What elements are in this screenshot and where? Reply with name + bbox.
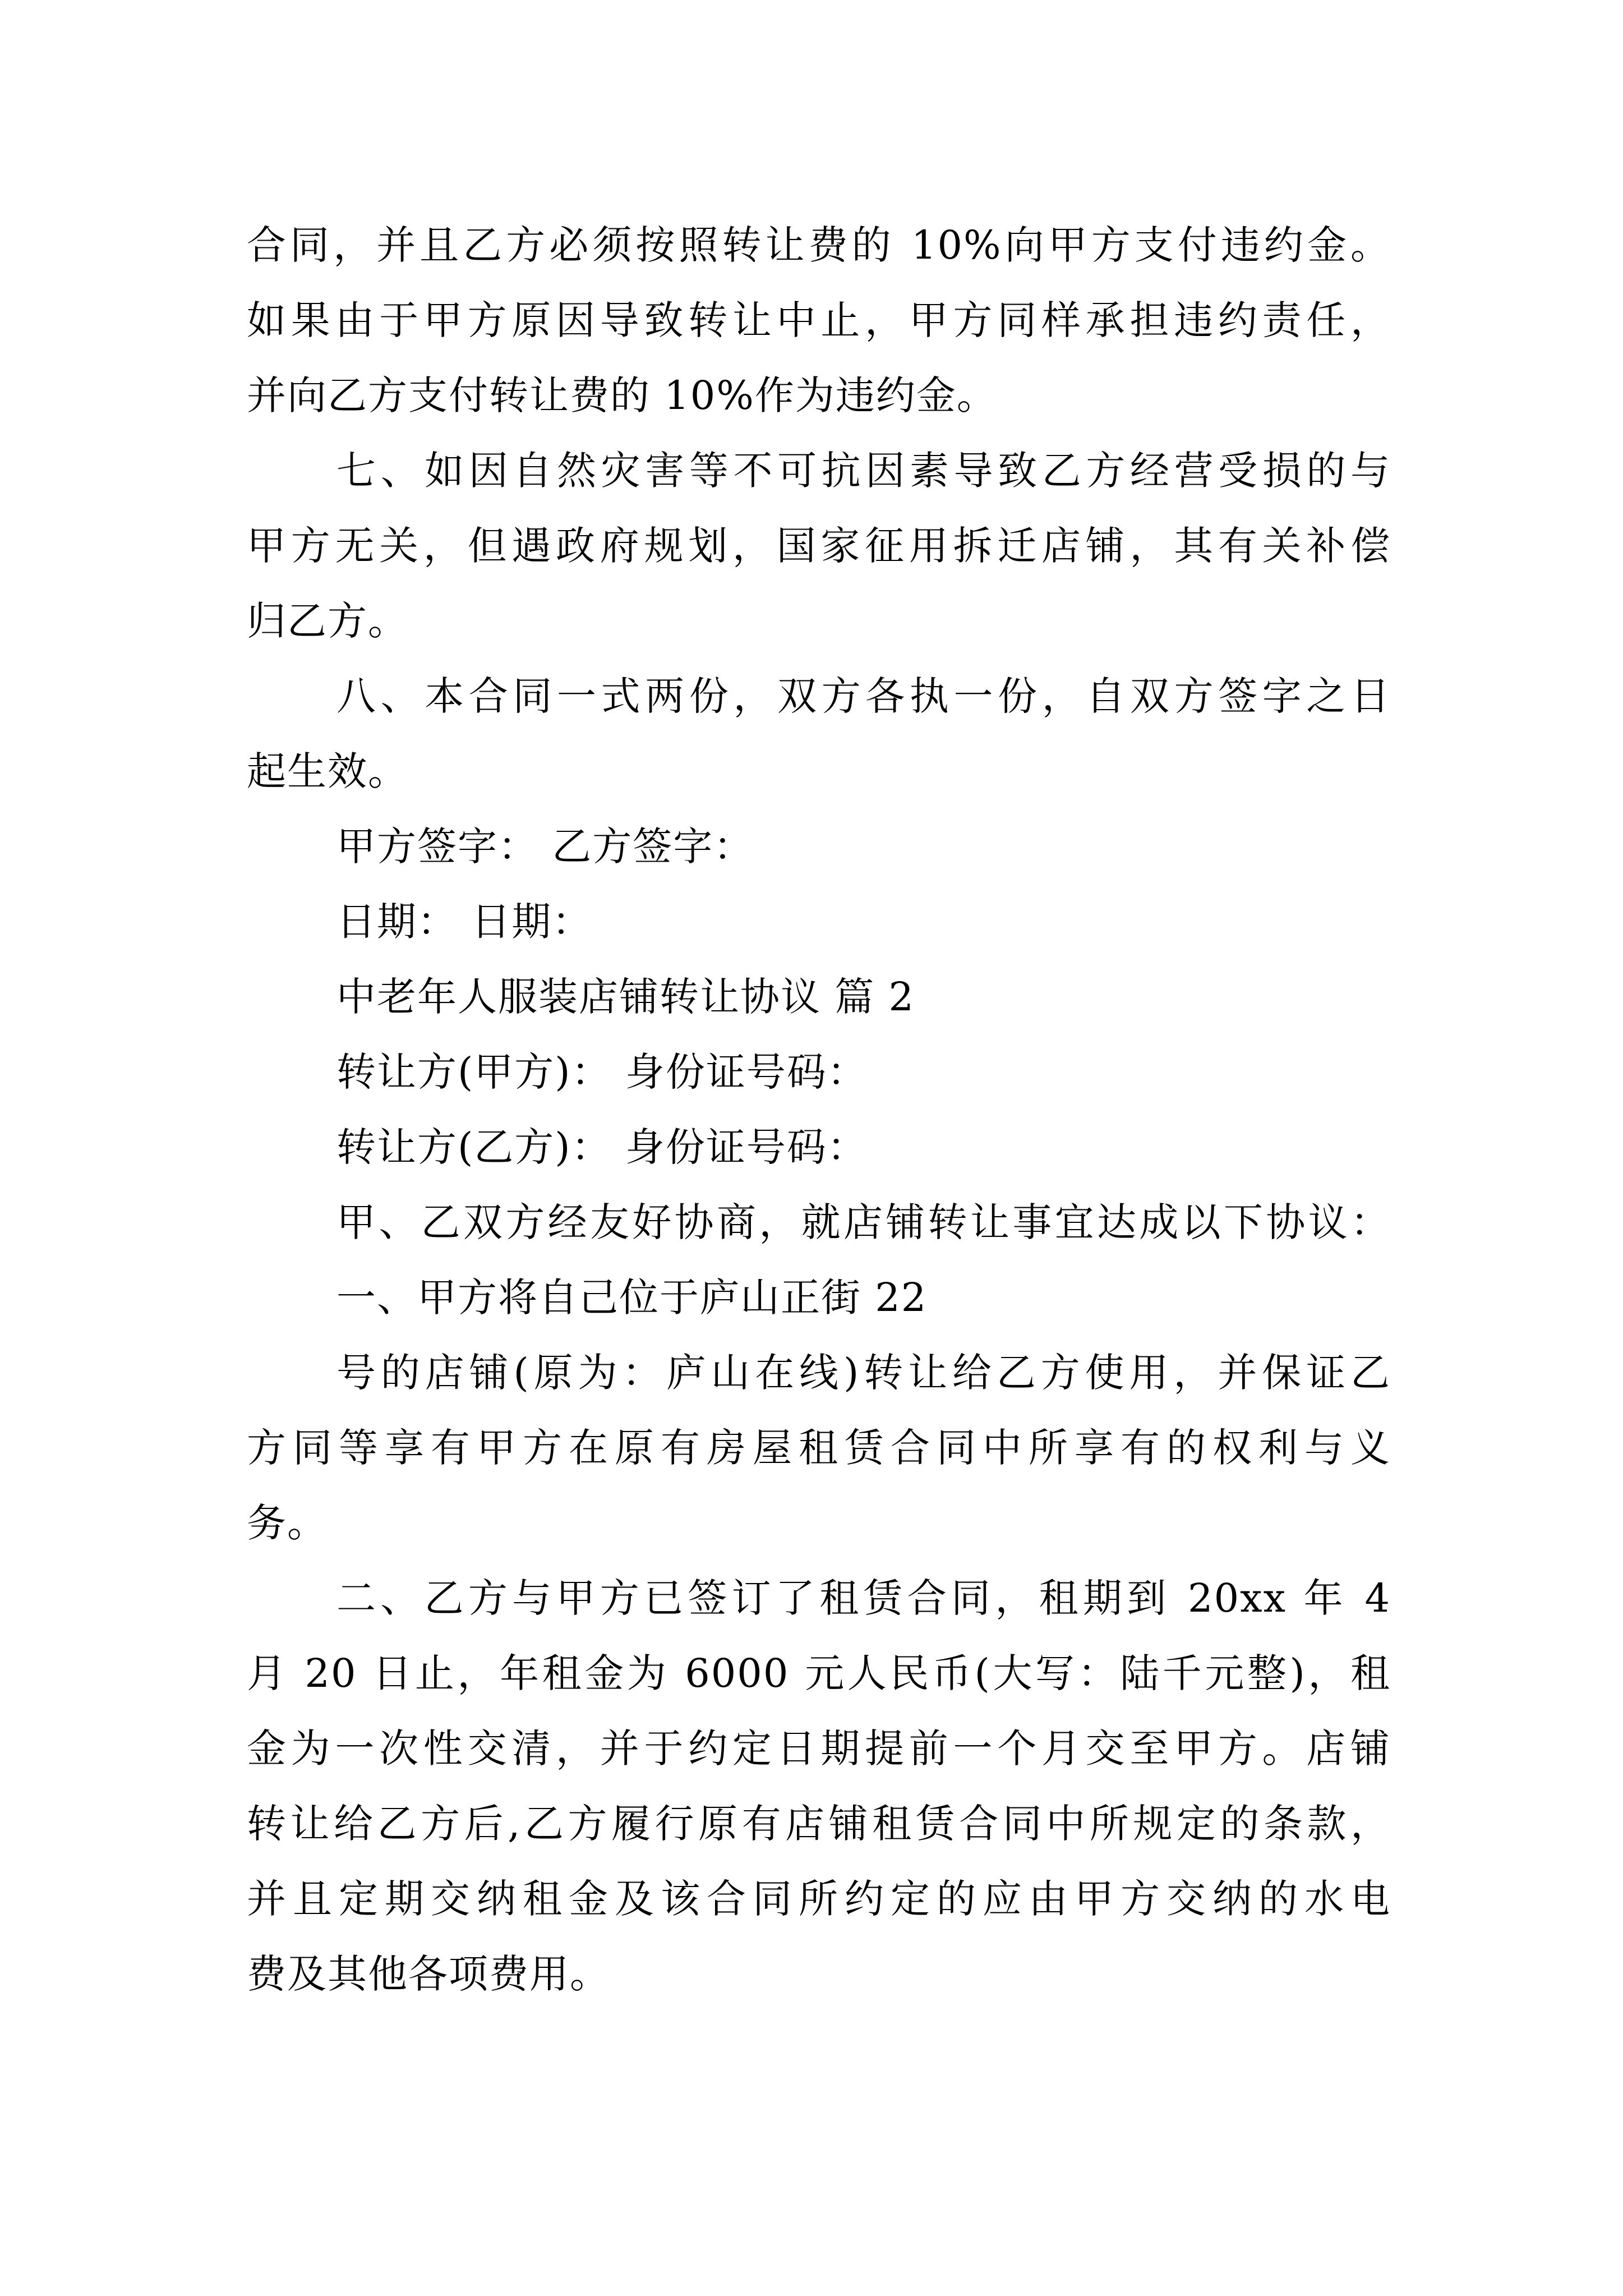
- document-line: 务。: [247, 1500, 328, 1546]
- document-line: 二、乙方与甲方已签订了租赁合同，租期到 20xx 年 4: [336, 1575, 1391, 1621]
- document-line: 甲方无关，但遇政府规划，国家征用拆迁店铺，其有关补偿: [247, 523, 1391, 569]
- document-line: 月 20 日止，年租金为 6000 元人民币(大写：陆千元整)，租: [247, 1650, 1391, 1696]
- document-line: 转让方(甲方)： 身份证号码：: [336, 1049, 868, 1095]
- document-line: 中老年人服装店铺转让协议 篇 2: [336, 974, 915, 1020]
- document-line: 并且定期交纳租金及该合同所约定的应由甲方交纳的水电: [247, 1876, 1391, 1922]
- document-line: 并向乙方支付转让费的 10%作为违约金。: [247, 372, 997, 418]
- document-line: 甲方签字： 乙方签字：: [336, 823, 754, 869]
- document-line: 八、本合同一式两份，双方各执一份，自双方签字之日: [336, 673, 1391, 719]
- document-line: 合同，并且乙方必须按照转让费的 10%向甲方支付违约金。: [247, 222, 1391, 268]
- document-line: 起生效。: [247, 748, 408, 794]
- document-line: 转让给乙方后,乙方履行原有店铺租赁合同中所规定的条款，: [247, 1801, 1391, 1847]
- document-body: [247, 208, 1391, 2012]
- document-line: 费及其他各项费用。: [247, 1951, 610, 1997]
- document-line: 七、如因自然灾害等不可抗因素导致乙方经营受损的与: [336, 448, 1391, 494]
- document-line: 日期： 日期：: [336, 899, 593, 945]
- document-line: 一、甲方将自己位于庐山正街 22: [336, 1274, 928, 1320]
- document-line: 转让方(乙方)： 身份证号码：: [336, 1124, 868, 1170]
- document-line: 号的店铺(原为：庐山在线)转让给乙方使用，并保证乙: [336, 1350, 1391, 1396]
- document-line: 甲、乙双方经友好协商，就店铺转让事宜达成以下协议：: [336, 1199, 1391, 1245]
- document-line: 归乙方。: [247, 598, 408, 644]
- document-line: 如果由于甲方原因导致转让中止，甲方同样承担违约责任，: [247, 297, 1391, 343]
- document-line: 金为一次性交清，并于约定日期提前一个月交至甲方。店铺: [247, 1726, 1391, 1772]
- document-line: 方同等享有甲方在原有房屋租赁合同中所享有的权利与义: [247, 1425, 1391, 1471]
